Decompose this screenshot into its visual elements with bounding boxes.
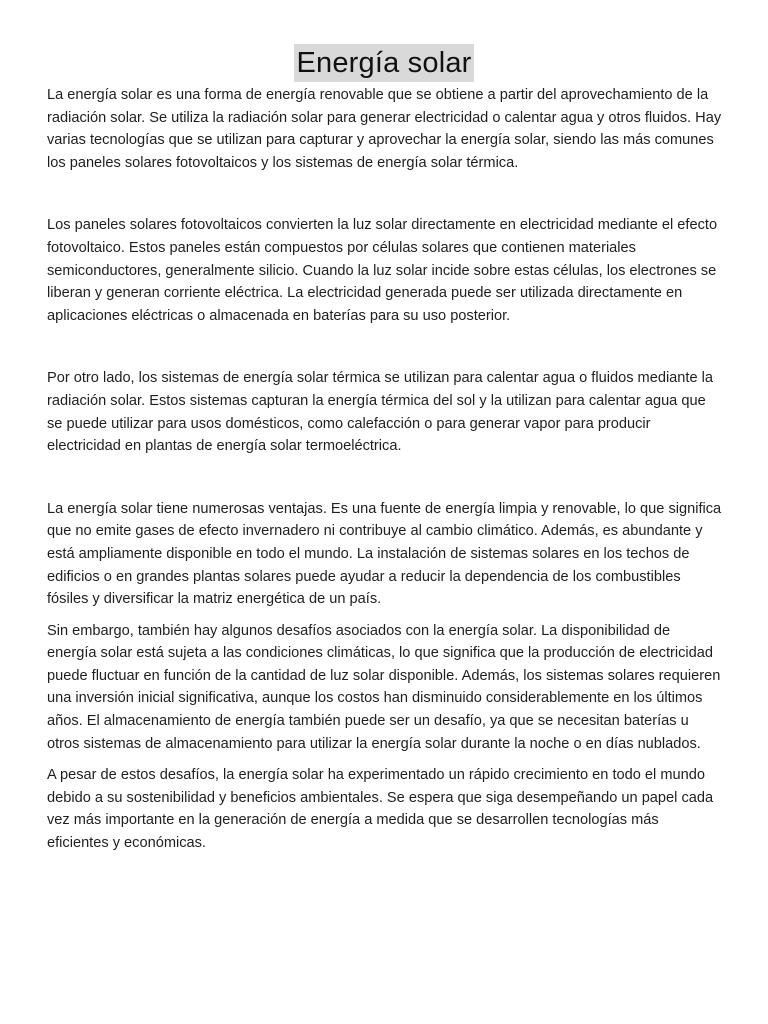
paragraph-photovoltaic: Los paneles solares fotovoltaicos convierten la luz solar directamente en electricidad mediante el efecto fotovoltaico. Estos paneles están compuestos por células solares que contienen materiales semiconductores, generalmente silicio. Cuando la luz solar incide sobre estas células, los electrones se liberan y generan corriente eléctrica. La electricidad generada puede ser utilizada directamente en aplicaciones eléctricas o almacenada en baterías para su uso posterior. (47, 217, 718, 324)
paragraph-intro: La energía solar es una forma de energía renovable que se obtiene a partir del aprovechamiento de la radiación solar. Se utiliza la radiación solar para generar electricidad o calentar agua y otros fluidos. Hay varias tecnologías que se utilizan para capturar y aprovechar la energía solar, siendo las más comunes los paneles solares fotovoltaicos y los sistemas de energía solar térmica. (47, 87, 722, 171)
paragraph-advantages: La energía solar tiene numerosas ventajas. Es una fuente de energía limpia y renovable, lo que significa que no emite gases de efecto invernadero ni contribuye al cambio climático. Además, es abundante y está ampliamente disponible en todo el mundo. La instalación de sistemas solares en los techos de edificios o en grandes plantas solares puede ayudar a reducir la dependencia de los combustibles fósiles y diversificar la matriz energética de un país. (47, 500, 722, 608)
paragraph-conclusion: A pesar de estos desafíos, la energía solar ha experimentado un rápido crecimiento en todo el mundo debido a su sostenibilidad y beneficios ambientales. Se espera que siga desempeñando un papel cada vez más importante en la generación de energía a medida que se desarrollen tecnologías más eficientes y económicas. (47, 767, 714, 852)
paragraph-thermal: Por otro lado, los sistemas de energía solar térmica se utilizan para calentar agua o fluidos mediante la radiación solar. Estos sistemas capturan la energía térmica del sol y la utilizan para calentar agua que se puede utilizar para usos domésticos, como calefacción o para generar vapor para producir electricidad en plantas de energía solar termoeléctrica. (47, 370, 713, 455)
document-title: Energía solar (294, 44, 473, 82)
title-container (0, 44, 768, 82)
document-body (47, 84, 723, 855)
paragraph-challenges: Sin embargo, también hay algunos desafíos asociados con la energía solar. La disponibilidad de energía solar está sujeta a las condiciones climáticas, lo que significa que la producción de electricidad puede fluctuar en función de la cantidad de luz solar disponible. Además, los sistemas solares requieren una inversión inicial significativa, aunque los costos han disminuido considerablemente en los últimos años. El almacenamiento de energía también puede ser un desafío, ya que se necesitan baterías u otros sistemas de almacenamiento para utilizar la energía solar durante la noche o en días nublados. (47, 622, 721, 752)
